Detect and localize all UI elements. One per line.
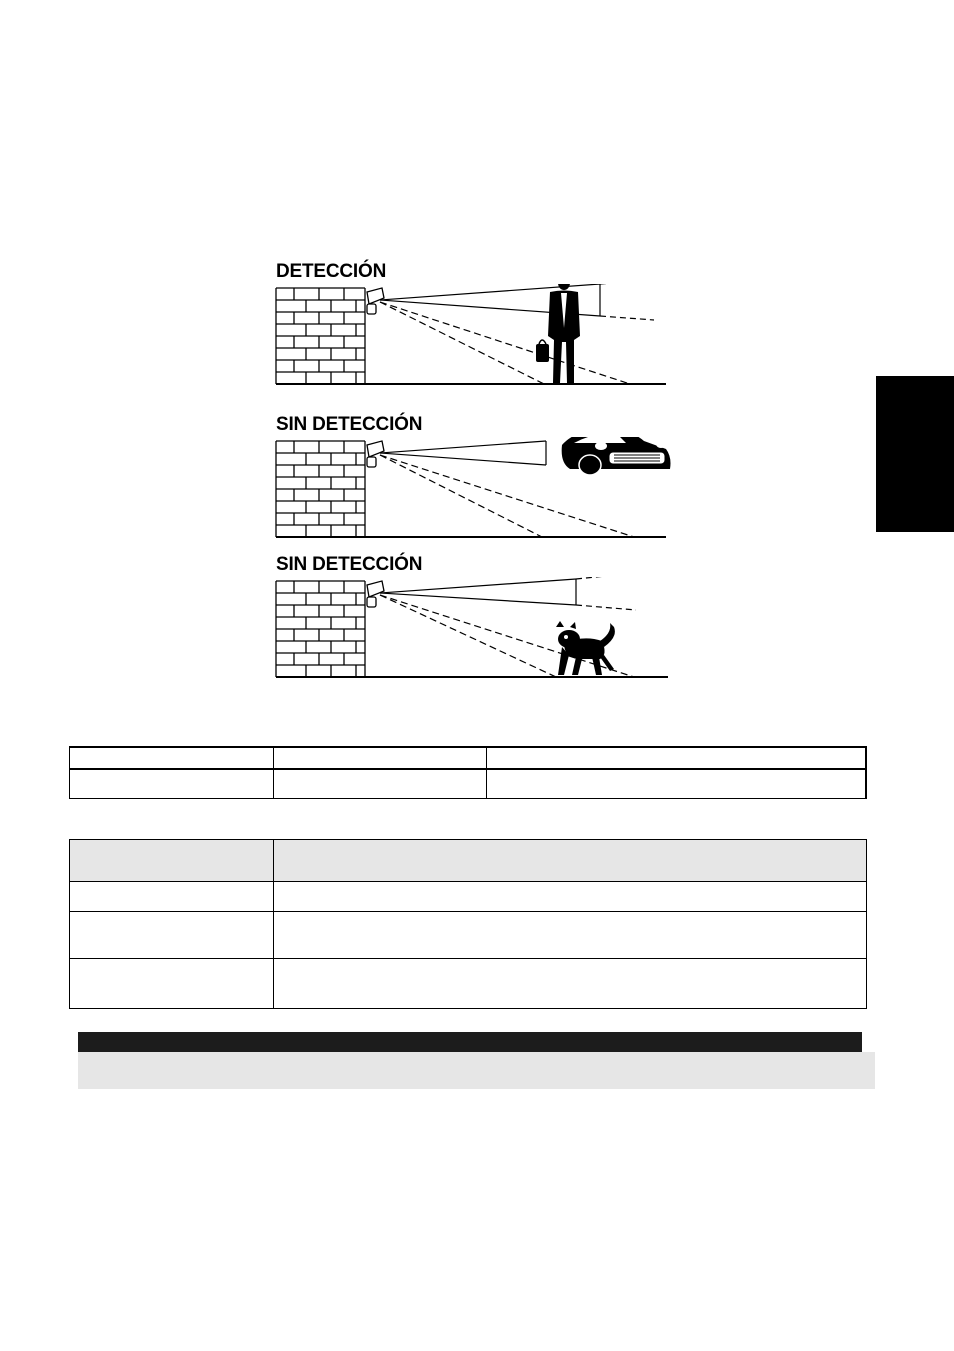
table-cell [487, 747, 867, 769]
troubleshooting-table [69, 839, 867, 1009]
car-icon [562, 437, 671, 475]
detection-diagram [274, 284, 674, 416]
table-cell [274, 912, 867, 959]
table-cell [274, 959, 867, 1009]
sensor-lamp-icon [367, 581, 384, 607]
table-cell [70, 840, 274, 882]
panel-title: DETECCIÓN [276, 261, 387, 282]
brick-wall [276, 288, 365, 384]
brick-wall [276, 581, 365, 677]
table-row [70, 882, 867, 912]
table-cell [274, 840, 867, 882]
brick-wall [276, 441, 365, 537]
table-cell [70, 882, 274, 912]
panel-title: SIN DETECCIÓN [276, 414, 423, 435]
table-cell [70, 959, 274, 1009]
table-row [70, 959, 867, 1009]
sensor-lamp-icon [367, 441, 384, 467]
table-cell [487, 769, 867, 799]
table-header-row [70, 840, 867, 882]
table-header-row [70, 747, 867, 769]
table-row [70, 769, 867, 799]
table-cell [274, 747, 487, 769]
section-tab [876, 376, 954, 532]
table-cell [274, 769, 487, 799]
detection-beams [380, 284, 654, 384]
table-cell [274, 882, 867, 912]
person-icon [536, 284, 580, 383]
table-cell [70, 912, 274, 959]
table-cell [70, 747, 274, 769]
panel-title: SIN DETECCIÓN [276, 554, 423, 575]
car-diagram [274, 437, 674, 569]
note-header-bar [78, 1032, 862, 1052]
table-row [70, 912, 867, 959]
note-body [78, 1052, 875, 1089]
table-cell [70, 769, 274, 799]
dog-diagram [274, 577, 674, 709]
specs-table [69, 746, 867, 799]
dog-icon [556, 621, 615, 675]
sensor-lamp-icon [367, 288, 384, 314]
